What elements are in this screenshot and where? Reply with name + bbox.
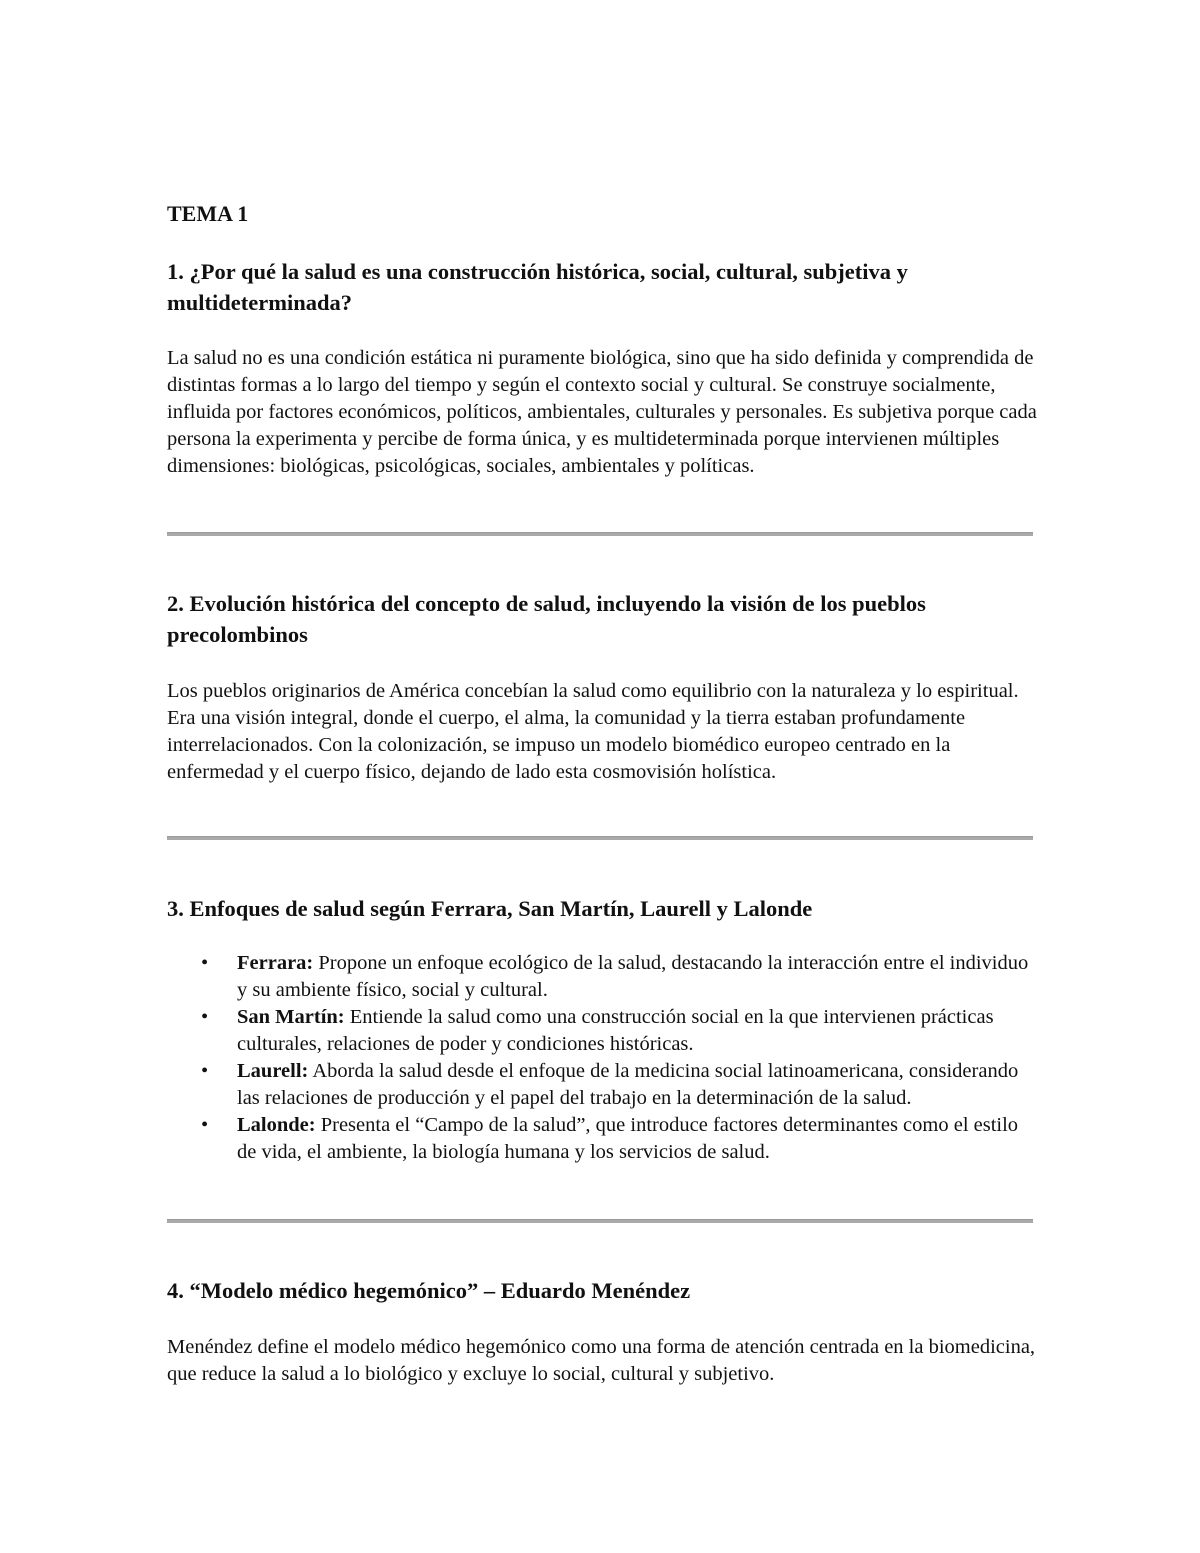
list-item (167, 1112, 1037, 1166)
bullet-term: Laurell: (237, 1060, 309, 1082)
section-divider (167, 836, 1033, 840)
bullet-icon: • (201, 1114, 209, 1136)
bullet-term: Ferrara: (237, 952, 314, 974)
bullet-text: Propone un enfoque ecológico de la salud, destacando la interacción entre el individuo y su ambiente físico, social y cultural. (237, 952, 1029, 1001)
section-divider (167, 1219, 1033, 1223)
bullet-text: Aborda la salud desde el enfoque de la medicina social latinoamericana, considerando las relaciones de producción y el papel del trabajo en la determinación de la salud. (237, 1060, 1019, 1109)
section-2-body: Los pueblos originarios de América concebían la salud como equilibrio con la naturaleza y lo espiritual. Era una visión integral, donde el cuerpo, el alma, la comunidad y la tierra estaban profundamente interrelacionados. Con la colonización, se impuso un modelo biomédico europeo centrado en la enfermedad y el cuerpo físico, dejando de lado esta cosmovisión holística. (167, 680, 1019, 783)
bullet-icon: • (201, 952, 209, 974)
section-4-heading: 4. “Modelo médico hegemónico” – Eduardo Menéndez (167, 1278, 691, 1303)
bullet-term: Lalonde: (237, 1114, 316, 1136)
document-title: TEMA 1 (167, 201, 249, 226)
bullet-term: San Martín: (237, 1006, 345, 1028)
section-4-body: Menéndez define el modelo médico hegemónico como una forma de atención centrada en la biomedicina, que reduce la salud a lo biológico y excluye lo social, cultural y subjetivo. (167, 1336, 1036, 1385)
section-2-heading: 2. Evolución histórica del concepto de salud, incluyendo la visión de los pueblos precolombinos (167, 591, 926, 647)
bullet-icon: • (201, 1060, 209, 1082)
list-item (167, 950, 1037, 1004)
authors-bullet-list (167, 950, 1037, 1166)
bullet-text: Entiende la salud como una construcción social en la que intervienen prácticas culturales, relaciones de poder y condiciones históricas. (237, 1006, 994, 1055)
section-1-heading: 1. ¿Por qué la salud es una construcción histórica, social, cultural, subjetiva y multideterminada? (167, 259, 908, 315)
list-item (167, 1004, 1037, 1058)
list-item (167, 1058, 1037, 1112)
bullet-text: Presenta el “Campo de la salud”, que introduce factores determinantes como el estilo de vida, el ambiente, la biología humana y los servicios de salud. (237, 1114, 1019, 1163)
section-1-body: La salud no es una condición estática ni puramente biológica, sino que ha sido definida y comprendida de distintas formas a lo largo del tiempo y según el contexto social y cultural. Se construye socialmente, influida por factores económicos, políticos, ambientales, culturales y personales. Es subjetiva porque cada persona la experimenta y percibe de forma única, y es multideterminada porque intervienen múltiples dimensiones: biológicas, psicológicas, sociales, ambientales y políticas. (167, 347, 1037, 477)
bullet-icon: • (201, 1006, 209, 1028)
section-divider (167, 532, 1033, 536)
section-3-heading: 3. Enfoques de salud según Ferrara, San Martín, Laurell y Lalonde (167, 896, 813, 921)
